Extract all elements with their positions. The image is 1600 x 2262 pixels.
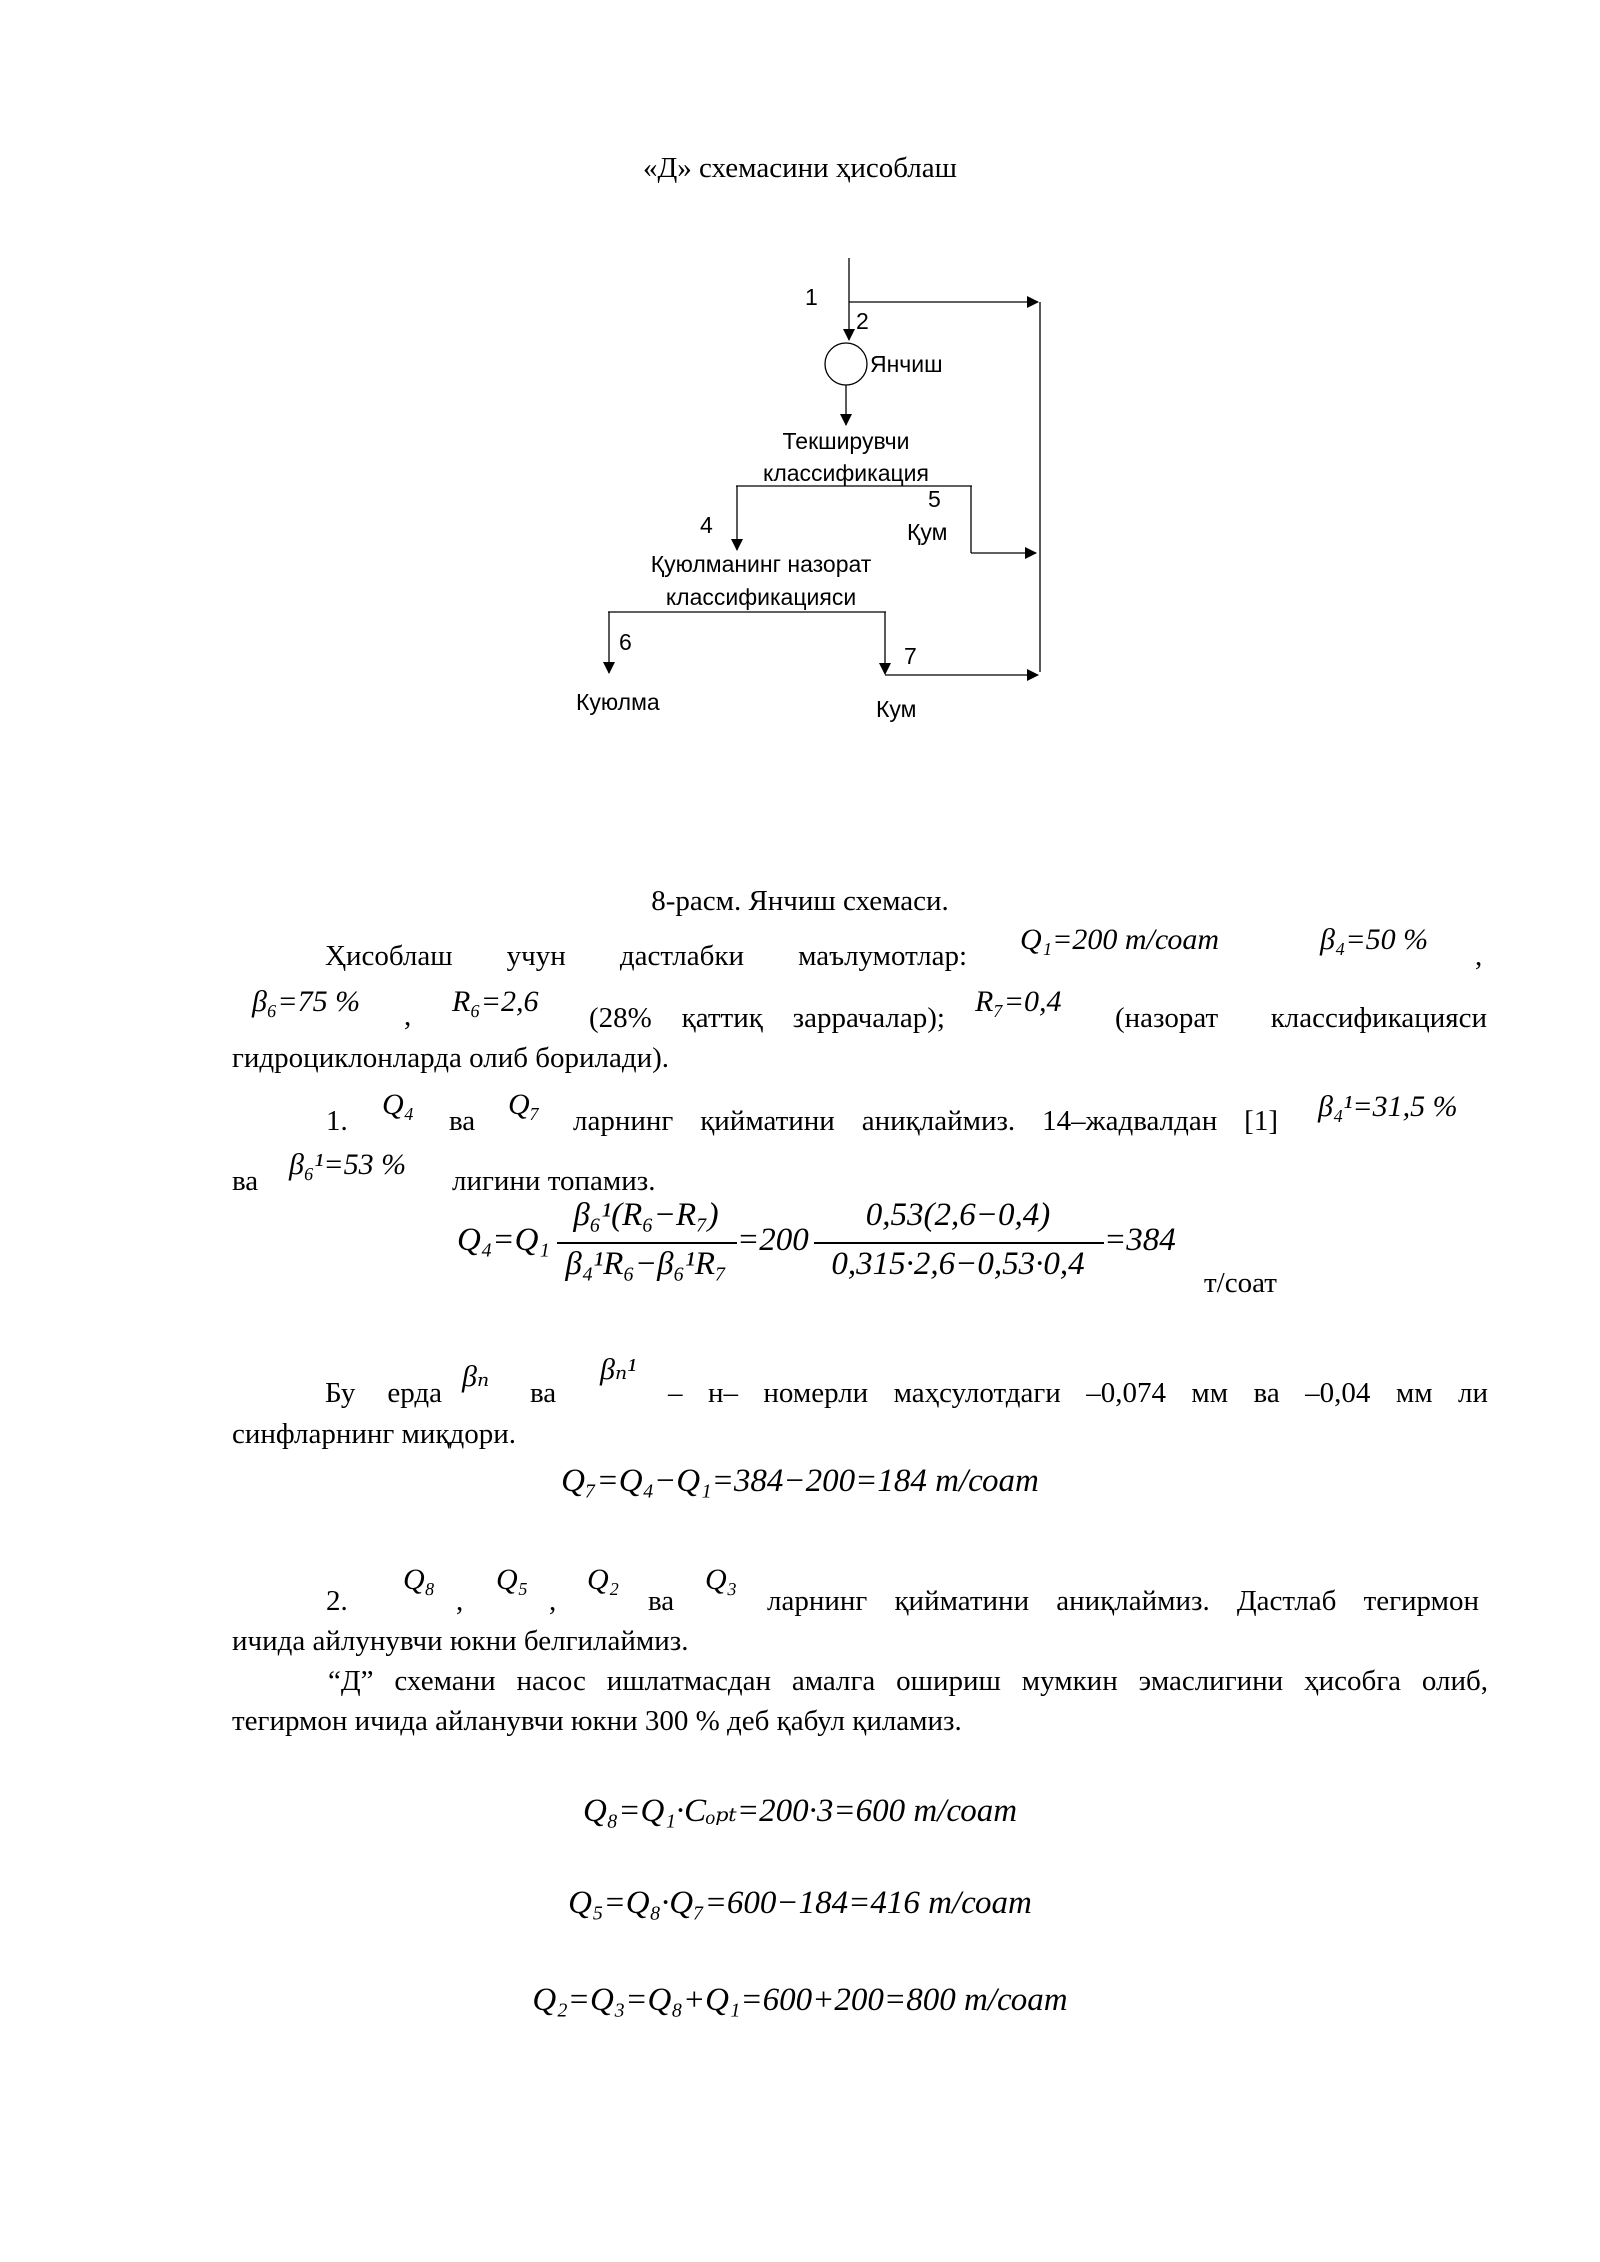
- p2-number: 1.: [326, 1105, 348, 1137]
- beta4-value: β₄=50 %: [1320, 923, 1429, 956]
- p2-tail: лигини топамиз.: [452, 1165, 656, 1197]
- eq1-lhs: Q₄=Q₁: [457, 1222, 550, 1258]
- q5-symbol: Q₅: [496, 1563, 529, 1596]
- control-note: (назорат классификацияси: [1115, 1002, 1487, 1034]
- eq1-fraction-line: [557, 1242, 737, 1244]
- diagram-label-1: 1: [805, 284, 818, 310]
- eq1-numerator-2: 0,53(2,6−0,4): [865, 1197, 1051, 1233]
- q7-symbol: Q₇: [508, 1088, 541, 1121]
- diagram-label-7: 7: [904, 643, 917, 669]
- p4-comma-1: ,: [456, 1585, 464, 1617]
- diagram-label-4: 4: [700, 512, 713, 538]
- eq3: Q₈=Q₁·Cₒₚₜ=200·3=600 т/соат: [582, 1793, 1018, 1829]
- overflow-label: Куюлма: [576, 689, 660, 715]
- eq1-mid: =200: [737, 1222, 809, 1258]
- p4-text: ларнинг қийматини аниқлаймиз. Дастлаб тегирмон: [767, 1585, 1479, 1617]
- p1-comma-2: ,: [404, 1000, 412, 1032]
- beta-n1-symbol: βₙ¹: [600, 1353, 637, 1386]
- control-classification-label-1: Қуюлманинг назорат: [650, 551, 872, 577]
- diagram-label-6: 6: [619, 629, 632, 655]
- diagram-label-2: 2: [856, 308, 869, 334]
- solid-particles-note: (28% қаттиқ заррачалар);: [589, 1002, 945, 1034]
- p1-lead: Ҳисоблаш учун дастлабки маълумотлар:: [325, 940, 967, 972]
- q1-value: Q₁=200 т/соат: [1020, 923, 1220, 956]
- beta41-value: β₄¹=31,5 %: [1318, 1090, 1458, 1123]
- q4-symbol: Q₄: [382, 1088, 415, 1121]
- eq5: Q₂=Q₃=Q₈+Q₁=600+200=800 т/соат: [532, 1982, 1068, 2018]
- p3-text: – н– номерли маҳсулотдаги –0,074 мм ва –0,04 мм ли: [668, 1377, 1488, 1409]
- p1-comma: ,: [1475, 940, 1483, 972]
- eq1-unit: т/соат: [1204, 1267, 1277, 1299]
- grinding-label: Янчиш: [870, 351, 943, 377]
- q3-symbol: Q₃: [705, 1563, 738, 1596]
- sand-5-label: Қум: [907, 519, 948, 545]
- r7-value: R₇=0,4: [975, 985, 1062, 1018]
- control-classification-label-2: классификацияси: [665, 584, 857, 610]
- eq2: Q₇=Q₄−Q₁=384−200=184 т/соат: [561, 1463, 1039, 1499]
- eq1-fraction-line-2: [814, 1242, 1104, 1244]
- check-classification-label-1: Текширувчи: [782, 428, 910, 454]
- p4-va: ва: [648, 1585, 675, 1617]
- beta-n-symbol: βₙ: [462, 1360, 490, 1393]
- p1-line2: гидроциклонларда олиб борилади).: [232, 1042, 670, 1074]
- p4-comma-2: ,: [549, 1585, 557, 1617]
- beta6-value: β₆=75 %: [252, 985, 361, 1018]
- page-title: «Д» схемасини ҳисоблаш: [643, 152, 957, 184]
- diagram-label-5: 5: [928, 486, 941, 512]
- p4-number: 2.: [326, 1585, 348, 1617]
- sand-7-label: Кум: [876, 696, 917, 722]
- p2-va: ва: [449, 1105, 476, 1137]
- p2-va-2: ва: [232, 1165, 259, 1197]
- grinding-circle: [825, 343, 867, 385]
- eq1-denominator: β₄¹R₆−β₆¹R₇: [565, 1246, 727, 1282]
- q2-symbol: Q₂: [587, 1563, 620, 1596]
- figure-caption: 8-расм. Янчиш схемаси.: [651, 885, 949, 917]
- p5-line1: “Д” схемани насос ишлатмасдан амалга ошириш мумкин эмаслигини ҳисобга олиб,: [328, 1665, 1488, 1697]
- eq1-denominator-2: 0,315·2,6−0,53·0,4: [831, 1246, 1085, 1282]
- check-classification-label-2: классификация: [763, 460, 929, 486]
- flow-diagram: [0, 0, 1600, 760]
- eq1-result: =384: [1104, 1222, 1176, 1258]
- r6-value: R₆=2,6: [452, 985, 539, 1018]
- p2-text: ларнинг қийматини аниқлаймиз. 14–жадвалдан [1]: [573, 1105, 1278, 1137]
- q8-symbol: Q₈: [403, 1563, 436, 1596]
- p3-lead: Бу ерда: [325, 1377, 442, 1409]
- eq1-numerator: β₆¹(R₆−R₇): [573, 1197, 719, 1233]
- p3-line2: синфларнинг миқдори.: [232, 1418, 517, 1450]
- p5-line2: тегирмон ичида айланувчи юкни 300 % деб қабул қиламиз.: [232, 1705, 962, 1737]
- eq4: Q₅=Q₈·Q₇=600−184=416 т/соат: [568, 1885, 1032, 1921]
- p4-line2: ичида айлунувчи юкни белгилаймиз.: [232, 1625, 689, 1657]
- p3-va: ва: [530, 1377, 557, 1409]
- beta61-value: β₆¹=53 %: [289, 1148, 407, 1181]
